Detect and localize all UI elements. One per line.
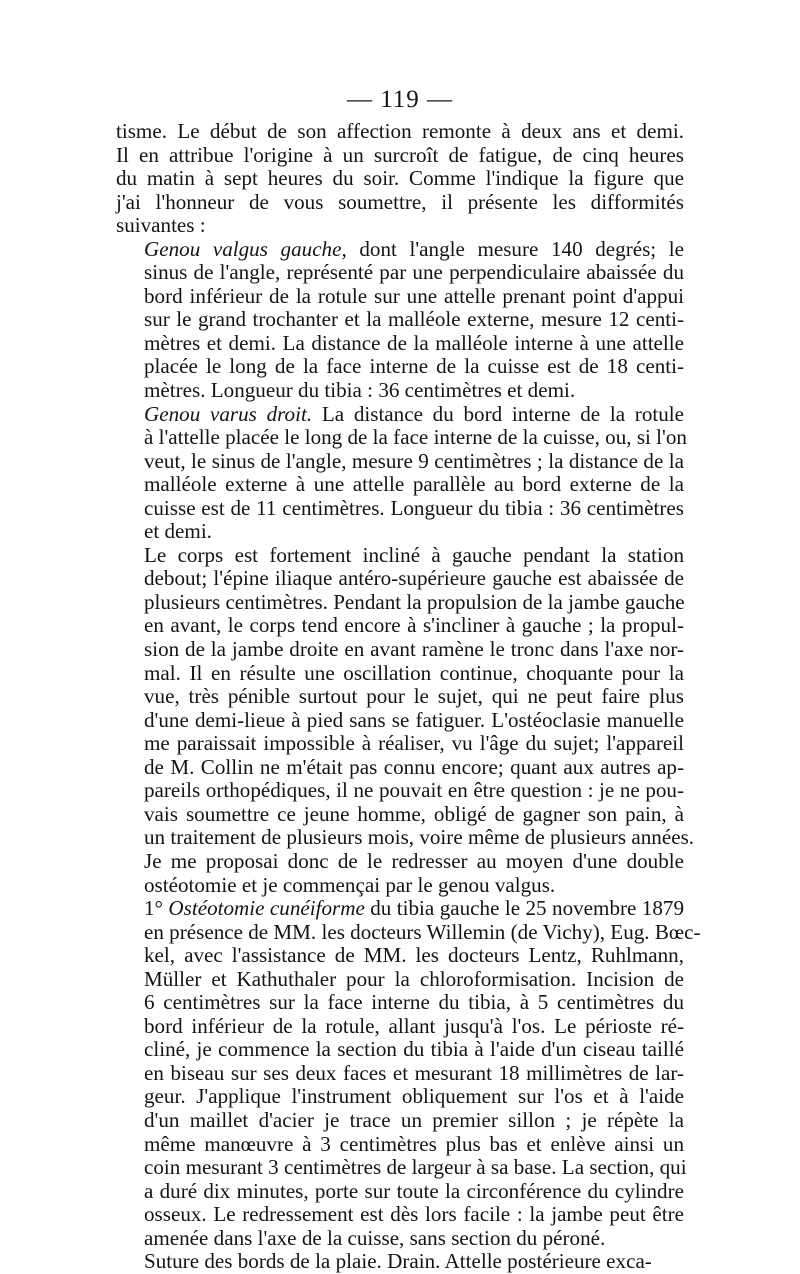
italic-heading: Ostéotomie cunéiforme: [168, 896, 365, 921]
text-line: [116, 662, 684, 686]
line-text: sur le grand trochanter et la malléole externe, mesure 12 centi-: [144, 307, 684, 332]
line-text: et demi.: [144, 519, 212, 544]
text-line: [116, 803, 684, 827]
text-line: [116, 544, 684, 568]
line-text: La distance du bord interne de la rotule: [312, 401, 685, 426]
line-text: a duré dix minutes, porte sur toute la circonférence du cylindre: [144, 1178, 684, 1203]
line-text: du matin à sept heures du soir. Comme l'indique la figure que: [116, 166, 684, 191]
text-line: [116, 968, 684, 992]
line-text: mètres. Longueur du tibia : 36 centimètres et demi.: [144, 378, 576, 403]
text-line: [116, 120, 684, 144]
line-text: Suture des bords de la plaie. Drain. Attelle postérieure exca-: [144, 1249, 652, 1274]
text-line: [116, 285, 684, 309]
text-line: [116, 732, 684, 756]
line-text: geur. J'applique l'instrument obliquement sur l'os et à l'aide: [144, 1084, 684, 1109]
line-text: Müller et Kathuthaler pour la chloroformisation. Incision de: [144, 966, 684, 991]
line-text: Je me proposai donc de le redresser au moyen d'une double: [144, 848, 684, 873]
text-line: [116, 497, 684, 521]
text-line: [116, 874, 684, 898]
text-line: [116, 167, 684, 191]
line-text: d'une demi-lieue à pied sans se fatiguer. L'ostéoclasie manuelle: [144, 707, 684, 732]
line-text: plusieurs centimètres. Pendant la propulsion de la jambe gauche: [144, 589, 685, 614]
text-line: [116, 1133, 684, 1157]
text-line: [116, 214, 684, 238]
line-text: vais soumettre ce jeune homme, obligé de gagner son pain, à: [144, 801, 684, 826]
line-text: bord inférieur de la rotule, allant jusqu'à l'os. Le périoste ré-: [144, 1013, 684, 1038]
paragraph: [116, 896, 701, 1250]
text-line: [116, 825, 695, 850]
line-text: de M. Collin ne m'était pas connu encore; quant aux autres ap-: [144, 754, 684, 779]
line-text: 6 centimètres sur la face interne du tibia, à 5 centimètres du: [144, 990, 684, 1015]
line-text: j'ai l'honneur de vous soumettre, il présente les difformités: [116, 189, 684, 214]
line-text: sion de la jambe droite en avant ramène le tronc dans l'axe nor-: [144, 637, 684, 662]
line-text: placée le long de la face interne de la cuisse est de 18 centi-: [144, 354, 684, 379]
text-line: [116, 238, 684, 262]
line-text: ostéotomie et je commençai par le genou valgus.: [144, 872, 556, 897]
italic-heading: Genou valgus gauche,: [144, 236, 347, 261]
text-line: [116, 897, 684, 921]
text-line: [116, 520, 684, 544]
line-text: du tibia gauche le 25 novembre 1879: [364, 896, 684, 921]
line-text: d'un maillet d'acier je trace un premier sillon ; je répète la: [144, 1107, 684, 1132]
list-marker: 1°: [144, 896, 169, 921]
text-line: [116, 450, 684, 474]
line-text: mal. Il en résulte une oscillation continue, choquante pour la: [144, 660, 684, 685]
page-number: — 119 —: [346, 86, 454, 113]
text-line: [116, 1038, 684, 1062]
paragraph: [116, 542, 695, 897]
body-text: [116, 119, 701, 1274]
text-line: [116, 191, 684, 215]
line-text: tisme. Le début de son affection remonte à deux ans et demi.: [116, 119, 684, 143]
text-line: [116, 1250, 684, 1274]
text-line: [116, 850, 684, 874]
line-text: bord inférieur de la rotule sur une attelle prenant point d'appui: [144, 283, 684, 308]
line-text: même manœuvre à 3 centimètres plus bas et enlève ainsi un: [144, 1131, 684, 1156]
line-text: cuisse est de 11 centimètres. Longueur du tibia : 36 centimètres: [144, 495, 684, 520]
line-text: vue, très pénible surtout pour le sujet, qui ne peut faire plus: [144, 684, 684, 709]
text-line: [116, 709, 684, 733]
line-text: en présence de MM. les docteurs Willemin (de Vichy), Eug. Bœc-: [144, 919, 701, 944]
text-line: [116, 591, 684, 615]
line-text: Le corps est fortement incliné à gauche pendant la station: [144, 542, 684, 567]
paragraph: [116, 401, 687, 544]
text-line: [116, 567, 684, 591]
line-text: kel, avec l'assistance de MM. les docteurs Lentz, Ruhlmann,: [144, 943, 684, 968]
text-line: [116, 473, 684, 497]
line-text: osseux. Le redressement est dès lors facile : la jambe peut être: [144, 1202, 684, 1227]
line-text: en biseau sur ses deux faces et mesurant 18 millimètres de lar-: [144, 1060, 684, 1085]
text-line: [116, 919, 701, 945]
italic-heading: Genou varus droit.: [144, 401, 313, 426]
text-line: [116, 144, 684, 168]
text-line: [116, 638, 684, 662]
line-text: amenée dans l'axe de la cuisse, sans section du péroné.: [144, 1225, 606, 1250]
text-line: [116, 756, 684, 780]
text-line: [116, 1085, 684, 1109]
text-line: [116, 308, 684, 332]
text-line: [116, 1155, 687, 1180]
line-text: coin mesurant 3 centimètres de largeur à sa base. La section, qui: [144, 1155, 687, 1180]
line-text: cliné, je commence la section du tibia à l'aide d'un ciseau taillé: [144, 1037, 684, 1062]
text-line: [116, 1109, 684, 1133]
line-text: suivantes :: [116, 213, 206, 238]
line-text: me paraissait impossible à réaliser, vu l'âge du sujet; l'appareil: [144, 731, 684, 756]
text-line: [116, 944, 684, 968]
text-line: [116, 261, 684, 285]
paragraph: [116, 238, 684, 403]
line-text: un traitement de plusieurs mois, voire même de plusieurs années.: [144, 825, 695, 850]
line-text: à l'attelle placée le long de la face interne de la cuisse, ou, si l'on: [144, 425, 687, 450]
line-text: dont l'angle mesure 140 degrés; le: [346, 236, 685, 261]
text-line: [116, 614, 684, 638]
text-line: [116, 1203, 684, 1227]
text-line: [116, 1015, 684, 1039]
line-text: mètres et demi. La distance de la malléole interne à une attelle: [144, 330, 684, 355]
line-text: debout; l'épine iliaque antéro-supérieure gauche est abaissée de: [144, 566, 684, 591]
line-text: pareils orthopédiques, il ne pouvait en être question : je ne pou-: [144, 778, 684, 803]
line-text: malléole externe à une attelle parallèle au bord externe de la: [144, 472, 684, 497]
text-line: [116, 425, 687, 450]
text-line: [116, 779, 684, 803]
text-line: [116, 1180, 684, 1204]
line-text: Il en attribue l'origine à un surcroît de fatigue, de cinq heures: [116, 142, 684, 167]
text-line: [116, 685, 684, 709]
text-line: [116, 355, 684, 379]
text-line: [116, 1062, 684, 1086]
text-line: [116, 403, 684, 427]
text-line: [116, 1227, 684, 1251]
paragraph: [116, 120, 684, 238]
text-line: [116, 379, 684, 403]
line-text: sinus de l'angle, représenté par une perpendiculaire abaissée du: [144, 260, 684, 285]
text-line: [116, 332, 684, 356]
line-text: en avant, le corps tend encore à s'incliner à gauche ; la propul-: [144, 613, 684, 638]
paragraph: [116, 1250, 684, 1274]
text-line: [116, 991, 684, 1015]
line-text: veut, le sinus de l'angle, mesure 9 centimètres ; la distance de la: [144, 448, 684, 473]
